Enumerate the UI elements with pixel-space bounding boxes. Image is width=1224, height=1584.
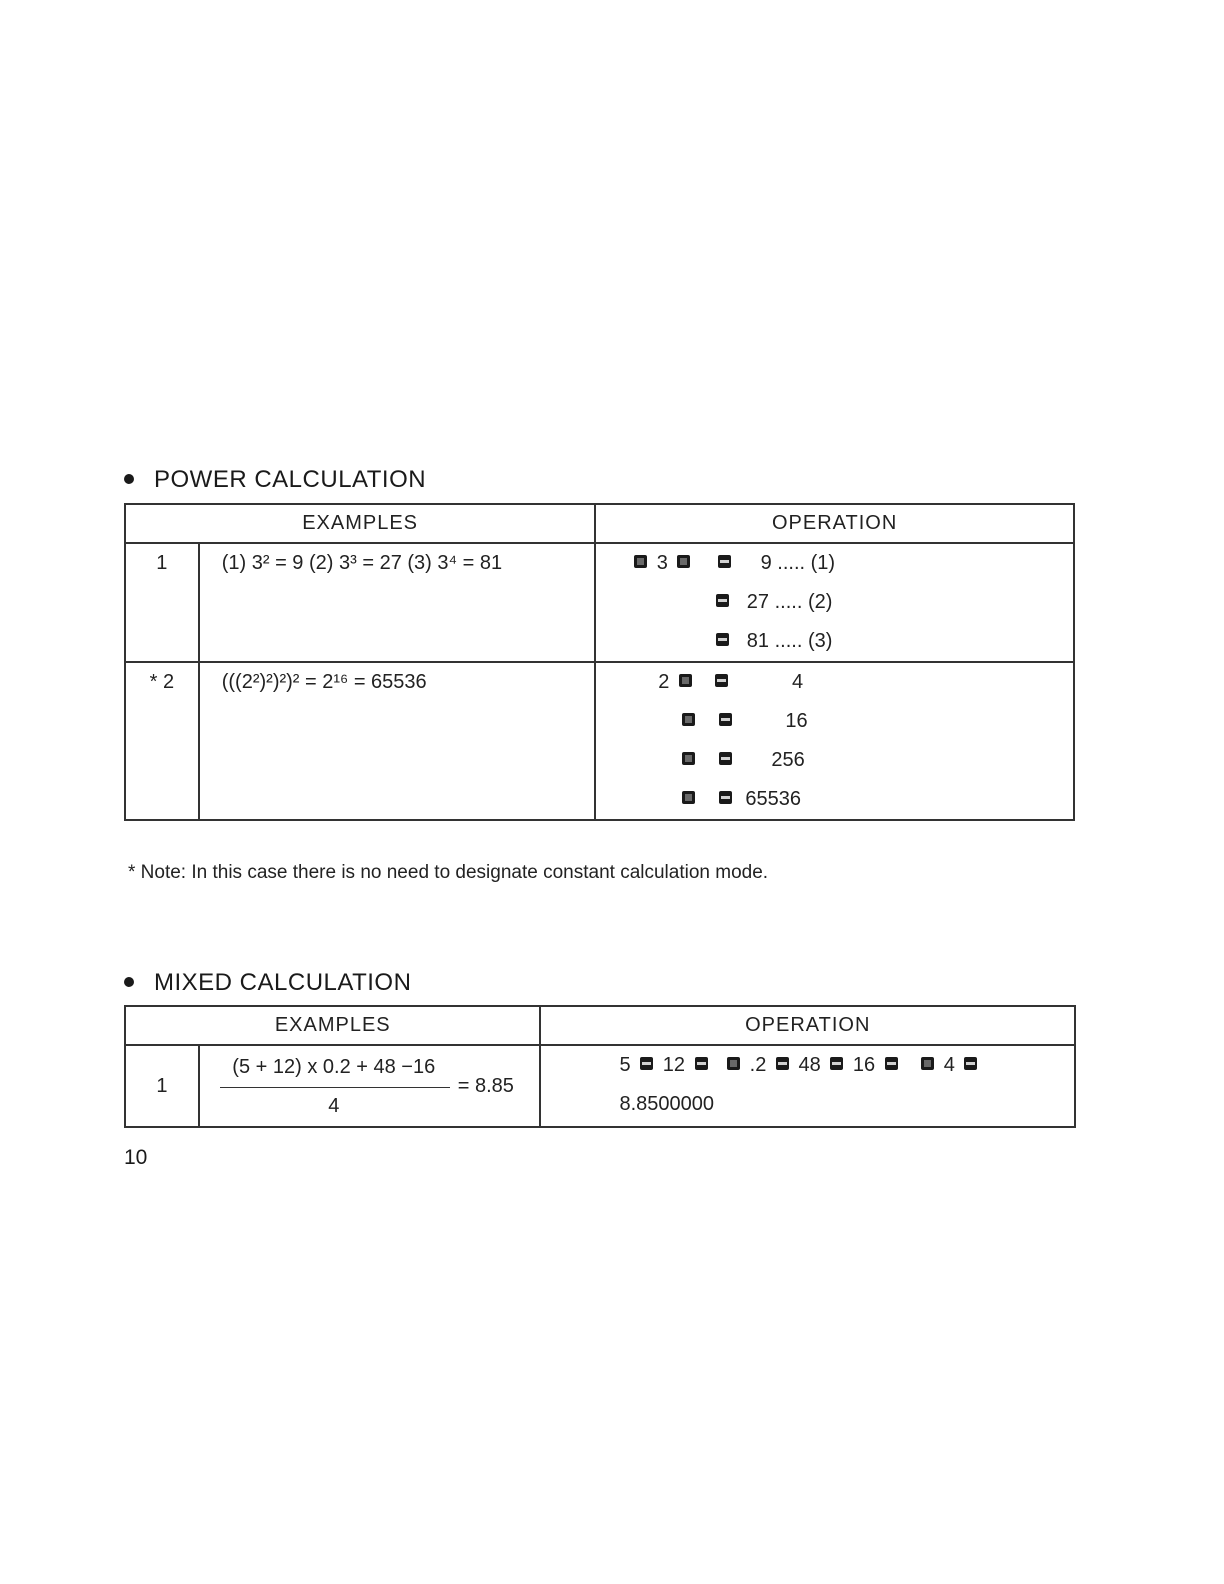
- equals-key-icon: [715, 674, 728, 687]
- equals-key-icon: [885, 1057, 898, 1070]
- operation-line: [596, 780, 1073, 819]
- mixed-section-title: [124, 969, 411, 997]
- result: 65536: [745, 788, 801, 810]
- mixed-calculation-table: [124, 1005, 1076, 1128]
- operand: 16: [852, 1054, 876, 1076]
- power-title-text: POWER CALCULATION: [154, 466, 427, 493]
- fraction-result: = 8.85: [457, 1075, 514, 1097]
- operand: .2: [749, 1054, 767, 1076]
- operand: 4: [943, 1054, 955, 1076]
- result: 27 ..... (2): [746, 591, 833, 613]
- numerator: (5 + 12) x 0.2 + 48 −16: [232, 1056, 436, 1078]
- equals-key-icon: [719, 752, 732, 765]
- table-row: [125, 1045, 1075, 1127]
- result: 9 ..... (1): [760, 552, 836, 574]
- table-row: [125, 543, 1074, 662]
- equals-key-icon: [964, 1057, 977, 1070]
- examples-header: EXAMPLES: [125, 1006, 540, 1045]
- operation-header: OPERATION: [540, 1006, 1075, 1045]
- operand: 2: [658, 671, 670, 693]
- example-expression: (1) 3² = 9 (2) 3³ = 27 (3) 3⁴ = 81: [221, 552, 503, 574]
- multiply-key-icon: [682, 713, 695, 726]
- row-number: 1: [156, 1074, 168, 1097]
- equals-key-icon: [718, 555, 731, 568]
- equals-key-icon: [719, 713, 732, 726]
- multiply-key-icon: [679, 674, 692, 687]
- multiply-key-icon: [634, 555, 647, 568]
- equals-key-icon: [716, 633, 729, 646]
- operation-line: [596, 702, 1073, 741]
- divide-key-icon: [921, 1057, 934, 1070]
- table-row: [125, 662, 1074, 820]
- operand: 48: [798, 1054, 821, 1076]
- example-expression: (((2²)²)²)² = 2¹⁶ = 65536: [221, 671, 427, 693]
- result: 4: [792, 671, 804, 693]
- multiply-key-icon: [677, 555, 690, 568]
- operation-header: OPERATION: [595, 504, 1074, 543]
- operation-line: [596, 622, 1073, 661]
- power-section-title: [124, 466, 426, 494]
- result: 256: [771, 749, 805, 771]
- operation-line: [596, 583, 1073, 622]
- operation-line: [596, 544, 1073, 583]
- operand: 12: [662, 1054, 685, 1076]
- denominator: 4: [328, 1095, 340, 1117]
- display-result: 8.8500000: [619, 1093, 715, 1115]
- multiply-key-icon: [695, 1057, 708, 1070]
- operation-line: [596, 741, 1073, 780]
- mixed-title-text: MIXED CALCULATION: [154, 969, 412, 996]
- decimal-key-icon: [727, 1057, 740, 1070]
- operation-line: [541, 1046, 1074, 1085]
- equals-key-icon: [716, 594, 729, 607]
- table-header-row: [125, 1006, 1075, 1045]
- operand: 3: [656, 552, 668, 574]
- result: 16: [785, 710, 808, 732]
- row-number: 1: [156, 552, 168, 574]
- examples-header: EXAMPLES: [125, 504, 595, 543]
- minus-key-icon: [830, 1057, 843, 1070]
- plus-key-icon: [640, 1057, 653, 1070]
- table-header-row: [125, 504, 1074, 543]
- note-text: * Note: In this case there is no need to designate constant calculation mode.: [128, 862, 769, 883]
- bullet-icon: [124, 977, 134, 987]
- operation-line: [596, 663, 1073, 702]
- fraction-expression: [200, 1046, 540, 1126]
- page-number: 10: [124, 1146, 148, 1169]
- equals-key-icon: [719, 791, 732, 804]
- operand: 5: [619, 1054, 631, 1076]
- plus-key-icon: [776, 1057, 789, 1070]
- result: 81 ..... (3): [746, 630, 833, 652]
- power-calculation-table: [124, 503, 1075, 821]
- multiply-key-icon: [682, 752, 695, 765]
- row-number: * 2: [149, 671, 175, 693]
- bullet-icon: [124, 474, 134, 484]
- multiply-key-icon: [682, 791, 695, 804]
